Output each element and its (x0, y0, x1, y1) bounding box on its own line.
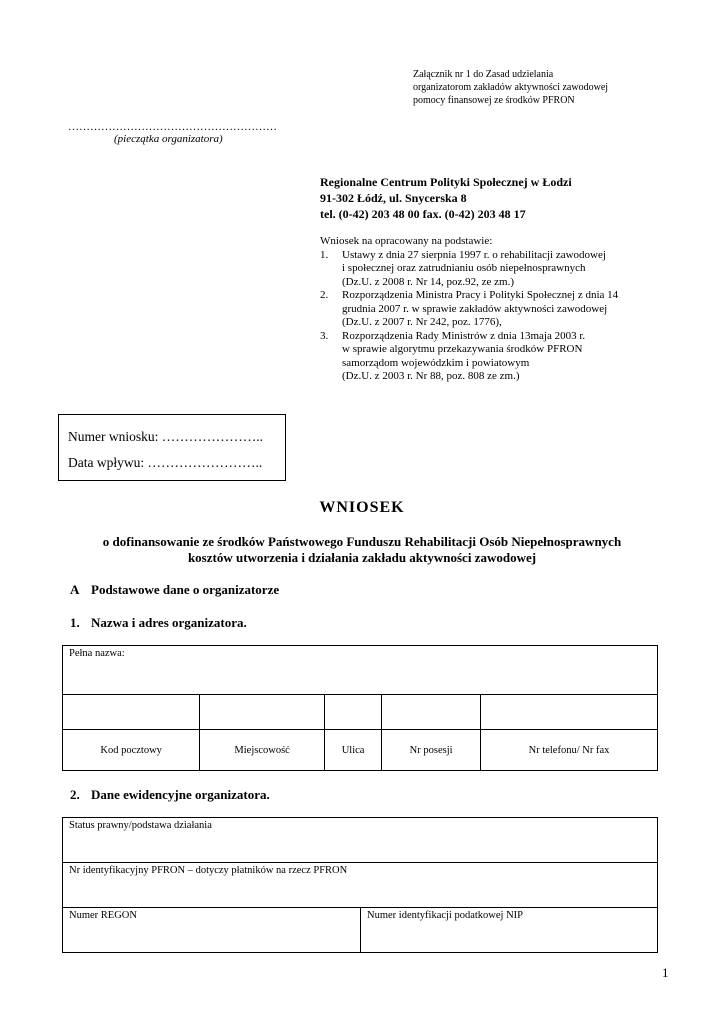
receipt-date-field[interactable]: Data wpływu: …………………….. (68, 455, 263, 470)
item-line: grudnia 2007 r. w sprawie zakładów aktywności zawodowej (342, 302, 608, 315)
item-line: Rozporządzenia Rady Ministrów z dnia 13maja 2003 r. (342, 329, 586, 342)
section-title: Podstawowe dane o organizatorze (91, 582, 280, 597)
item-number: 2. (320, 289, 329, 301)
center-name: Regionalne Centrum Polityki Społecznej w Łodzi (320, 175, 572, 189)
section-a-heading (70, 582, 279, 598)
legal-basis-item (320, 249, 690, 290)
annex-line: organizatorom zakładów aktywności zawodowej (413, 82, 609, 93)
legal-basis-item (320, 289, 690, 330)
full-name-field[interactable]: Pełna nazwa: (63, 646, 658, 695)
application-number-field[interactable]: Numer wniosku: ………………….. (68, 429, 263, 444)
subtitle-line: o dofinansowanie ze środków Państwowego Funduszu Rehabilitacji Osób Niepełnosprawnych (102, 534, 622, 549)
item-line: i społecznej oraz zatrudnianiu osób niepełnosprawnych (342, 262, 586, 274)
nip-field[interactable]: Numer identyfikacji podatkowej NIP (361, 908, 658, 953)
stamp-placeholder: ………………………………………………… (68, 121, 277, 133)
stamp-label: (pieczątka organizatora) (114, 133, 223, 145)
section-number: 2. (70, 787, 80, 802)
annex-line: pomocy finansowej ze środków PFRON (413, 95, 575, 106)
item-line: (Dz.U. z 2008 r. Nr 14, poz.92, ze zm.) (342, 275, 514, 288)
item-line: samorządom wojewódzkim i powiatowym (342, 356, 530, 369)
center-address (320, 174, 572, 222)
item-line: (Dz.U. z 2007 r. Nr 242, poz. 1776), (342, 316, 502, 328)
street-input[interactable] (324, 695, 381, 730)
house-number-input[interactable] (382, 695, 481, 730)
house-number-label: Nr posesji (382, 730, 481, 771)
organizer-registry-table (62, 817, 658, 953)
annex-line: Załącznik nr 1 do Zasad udzielania (413, 69, 554, 80)
annex-note (413, 68, 608, 107)
legal-status-field[interactable]: Status prawny/podstawa działania (63, 818, 658, 863)
phone-fax-input[interactable] (480, 695, 657, 730)
legal-basis (320, 235, 690, 384)
registration-box (58, 414, 286, 481)
legal-basis-item (320, 330, 690, 384)
section-title: Dane ewidencyjne organizatora. (91, 787, 270, 802)
postal-code-label: Kod pocztowy (63, 730, 200, 771)
center-phone: tel. (0-42) 203 48 00 fax. (0-42) 203 48 17 (320, 207, 526, 221)
street-label: Ulica (324, 730, 381, 771)
item-line: w sprawie algorytmu przekazywania środków PFRON (342, 343, 583, 355)
item-line: (Dz.U. z 2003 r. Nr 88, poz. 808 ze zm.) (342, 370, 520, 382)
section-title: Nazwa i adres organizatora. (91, 615, 247, 630)
section-1-heading (70, 615, 247, 631)
subtitle-line: kosztów utworzenia i działania zakładu aktywności zawodowej (187, 550, 537, 565)
section-number: 1. (70, 615, 80, 630)
postal-code-input[interactable] (63, 695, 200, 730)
page-number: 1 (662, 965, 669, 980)
item-number: 1. (320, 248, 329, 261)
item-number: 3. (320, 329, 329, 342)
phone-fax-label: Nr telefonu/ Nr fax (480, 730, 657, 771)
section-letter: A (70, 582, 80, 597)
legal-basis-intro: Wniosek na opracowany na podstawie: (320, 235, 493, 247)
organizer-address-table (62, 645, 658, 771)
pfron-id-field[interactable]: Nr identyfikacyjny PFRON – dotyczy płatników na rzecz PFRON (63, 863, 658, 908)
document-title: WNIOSEK (319, 499, 405, 516)
regon-field[interactable]: Numer REGON (63, 908, 361, 953)
city-input[interactable] (200, 695, 325, 730)
city-label: Miejscowość (200, 730, 325, 771)
center-street: 91-302 Łódź, ul. Snycerska 8 (320, 191, 467, 205)
item-line: Ustawy z dnia 27 sierpnia 1997 r. o rehabilitacji zawodowej (342, 248, 606, 261)
document-subtitle (0, 534, 724, 566)
item-line: Rozporządzenia Ministra Pracy i Polityki Społecznej z dnia 14 (342, 289, 619, 301)
section-2-heading (70, 787, 270, 803)
